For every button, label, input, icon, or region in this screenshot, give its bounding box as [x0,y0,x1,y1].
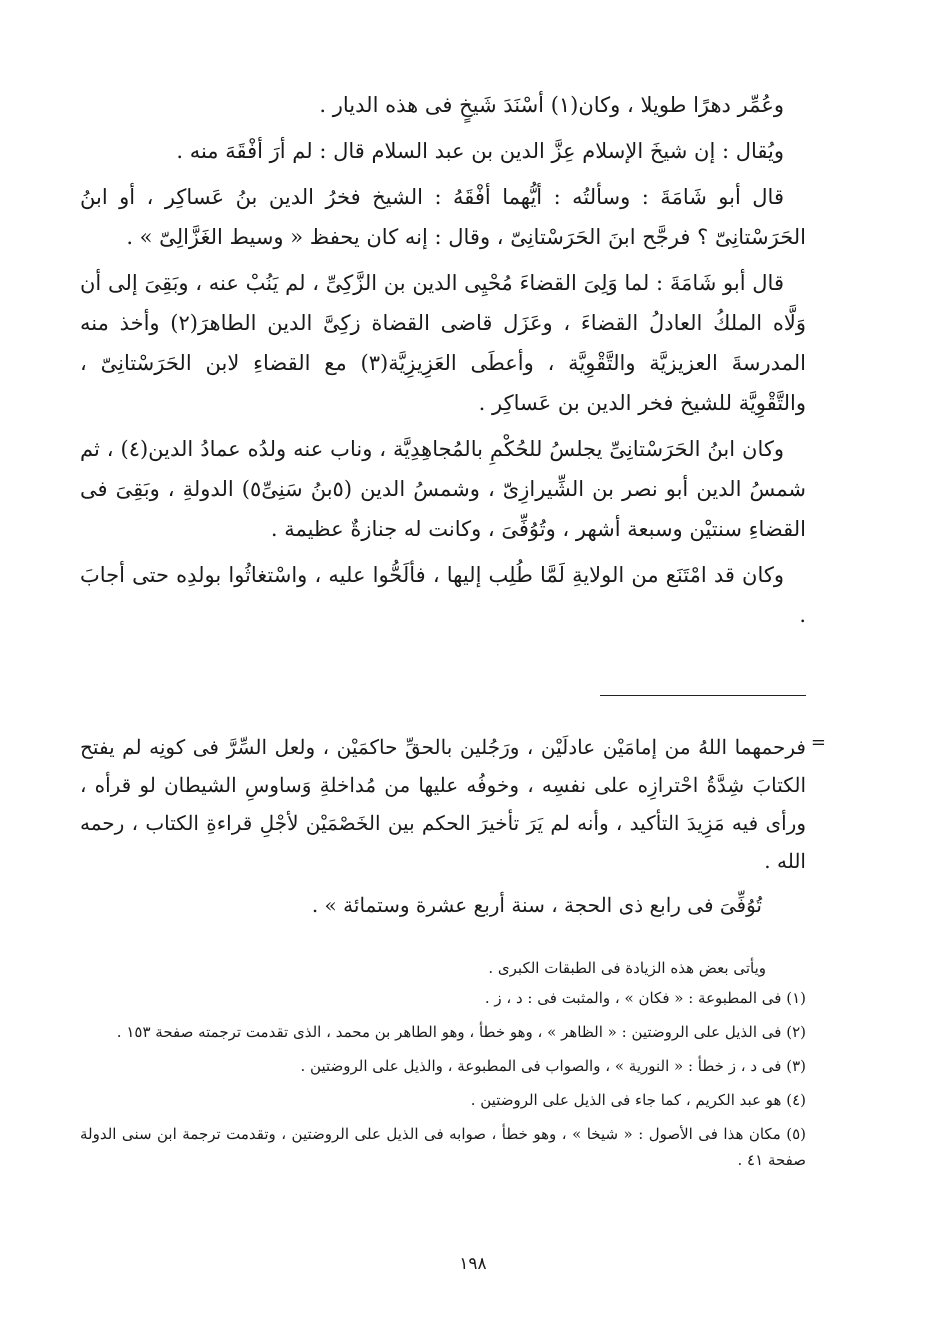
paragraph: ويُقال : إن شيخَ الإسلام عِزَّ الدين بن عبد السلام قال : لم أرَ أفْقَهَ منه . [176,139,784,163]
footnote-item: (١) فى المطبوعة : « فكان » ، والمثبت فى : د ، ز . [484,989,806,1007]
paragraph: وعُمِّر دهرًا طويلا ، وكان(١) أسْنَدَ شَيخٍ فى هذه الديار . [319,93,784,117]
footnotes [80,955,806,1181]
footnote-continuation [80,728,826,924]
book-page [80,85,826,1285]
paragraph: وكان ابنُ الحَرَسْتانِىِّ يجلسُ للحُكْمِ بالمُجاهِدِيَّة ، وناب عنه ولدُه عمادُ الدين(٤) ، ثم شمسُ الدين أبو نصر بن الشِّيرازِىّ ، وشمسُ الدين (٥بنُ سَنِىِّ٥) الدولةِ ، وبَقِىَ فى القضاءِ سنتيْن وسبعة أشهر ، وتُوُفِّىَ ، وكانت له جنازةٌ عظيمة . [80,437,806,541]
continuation-text: فرحمهما اللهُ من إمامَيْن عادلَيْن ، ورَجُلين بالحقِّ حاكمَيْن ، ولعل السِّرَّ فى كونِه لم يفتح الكتابَ شِدَّةُ احْترازِه على نفسِه ، وخوفُه عليها من مُداخلةِ وَساوسِ الشيطان لو قرأه ، ورأى فيه مَزِيدَ التأكيد ، وأنه لم يَرَ تأخيرَ الحكم بين الخَصْمَيْن لأجْلِ قراءةِ الكتاب ، رحمه الله . [80,735,806,873]
footnote-separator [600,695,806,696]
footnote-item: (٤) هو عبد الكريم ، كما جاء فى الذيل على الروضتين . [470,1091,806,1109]
footnote-item: (٢) فى الذيل على الروضتين : « الظاهر » ، وهو خطأ ، وهو الطاهر بن محمد ، الذى تقدمت ترجمته صفحة ١٥٣ . [116,1023,806,1041]
paragraph: قال أبو شَامَةَ : لما وَلِىَ القضاءَ مُحْيِى الدين بن الزَّكِىِّ ، لم يَنُبْ عنه ، وبَقِىَ إلى أن وَلَّاه الملكُ العادلُ القضاءَ ، وعَزَل قاضى القضاة زكِىَّ الدين الطاهرَ(٢) وأخذ منه المدرسةَ العزيزيَّة والتَّقْوِيَّة ، وأعطَى العَزِيزِيَّة(٣) مع القضاءِ لابن الحَرَسْتانِىّ ، والتَّقْوِيَّة للشيخ فخر الدين بن عَساكِر . [80,271,806,415]
footnote-lead: ويأتى بعض هذه الزيادة فى الطبقات الكبرى . [488,959,766,977]
continuation-closing: تُوُفِّىَ فى رابع ذى الحجة ، سنة أربع عشرة وستمائة » . [311,893,762,917]
paragraph: قال أبو شَامَةَ : وسألتُه : أيُّهما أفْقَهُ : الشيخ فخرُ الدين بنُ عَساكِر ، أو ابنُ الحَرَسْتانِىّ ؟ فرجَّح ابنَ الحَرَسْتانِىّ ، وقال : إنه كان يحفظ « وسيط الغَزَّالِىّ » . [80,185,806,249]
paragraph: وكان قد امْتَنَع من الولايةِ لَمَّا طُلِب إليها ، فألَحُّوا عليه ، واسْتغاثُوا بولدِه حتى أجابَ . [80,563,806,627]
continuation-marker: = [810,732,826,753]
page-number: ١٩٨ [459,1254,487,1274]
footnote-item: (٣) فى د ، ز خطأ : « النورية » ، والصواب فى المطبوعة ، والذيل على الروضتين . [300,1057,806,1075]
main-text [80,85,806,635]
footnote-item: (٥) مكان هذا فى الأصول : « شيخا » ، وهو خطأ ، صوابه فى الذيل على الروضتين ، وتقدمت ترجمة ابن سنى الدولة صفحة ٤١ . [80,1125,806,1169]
